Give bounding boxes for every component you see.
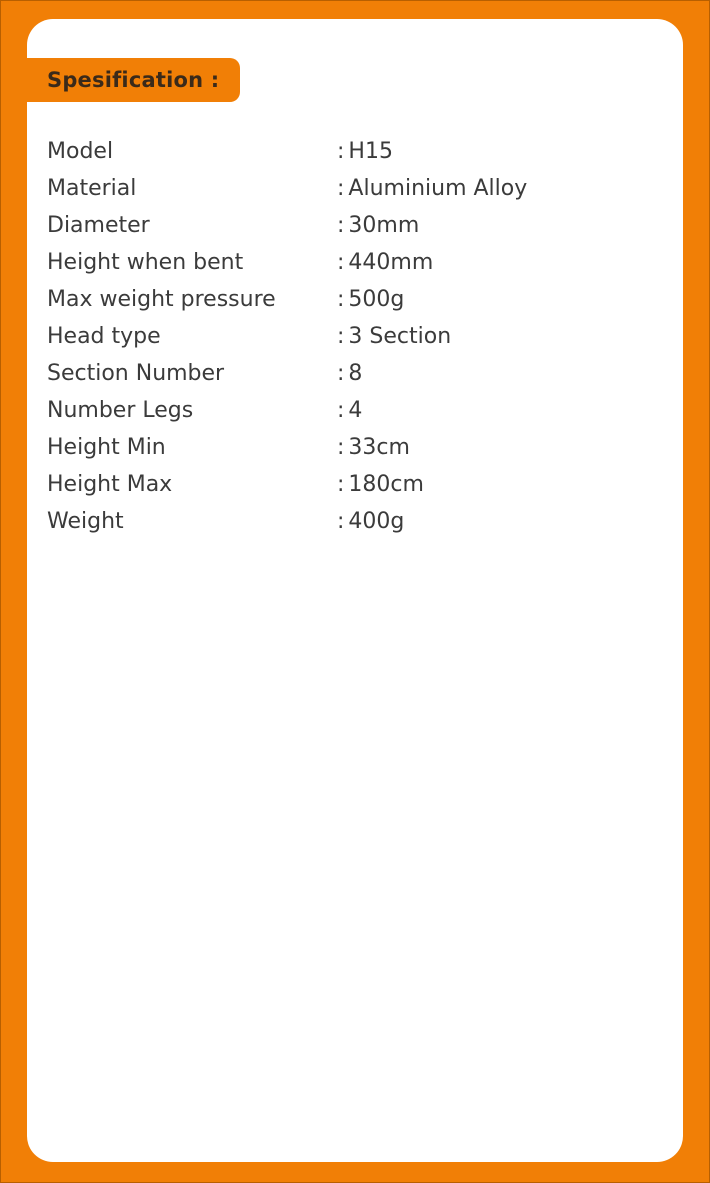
spec-value: Aluminium Alloy	[348, 176, 528, 201]
spec-separator: :	[337, 324, 345, 349]
spec-value: 400g	[348, 509, 405, 534]
spec-row-weight	[47, 503, 667, 540]
spec-separator: :	[337, 287, 345, 312]
spec-value: 33cm	[348, 435, 410, 460]
spec-value: 3 Section	[348, 324, 452, 349]
spec-separator: :	[337, 472, 345, 497]
spec-row-section-number	[47, 355, 667, 392]
spec-row-head-type	[47, 318, 667, 355]
spec-header-title: Spesification :	[47, 68, 220, 92]
spec-separator: :	[337, 139, 345, 164]
spec-row-height-when-bent	[47, 244, 667, 281]
spec-separator: :	[337, 509, 345, 534]
spec-value: 4	[348, 398, 363, 423]
spec-value: 180cm	[348, 472, 424, 497]
spec-label: Model	[47, 139, 114, 164]
spec-label: Weight	[47, 509, 124, 534]
spec-value: 440mm	[348, 250, 434, 275]
spec-label: Height Min	[47, 435, 166, 460]
spec-label: Material	[47, 176, 137, 201]
spec-value: 8	[348, 361, 363, 386]
spec-label: Number Legs	[47, 398, 194, 423]
spec-row-height-max	[47, 466, 667, 503]
spec-row-material	[47, 170, 667, 207]
spec-separator: :	[337, 398, 345, 423]
spec-label: Height when bent	[47, 250, 244, 275]
spec-row-diameter	[47, 207, 667, 244]
spec-label: Diameter	[47, 213, 150, 238]
spec-separator: :	[337, 250, 345, 275]
spec-separator: :	[337, 435, 345, 460]
spec-row-number-legs	[47, 392, 667, 429]
spec-label: Section Number	[47, 361, 225, 386]
spec-separator: :	[337, 361, 345, 386]
spec-value: H15	[348, 139, 393, 164]
spec-value: 500g	[348, 287, 405, 312]
spec-row-max-weight-pressure	[47, 281, 667, 318]
spec-list	[47, 133, 667, 540]
spec-separator: :	[337, 213, 345, 238]
spec-header-tab	[27, 58, 240, 102]
spec-label: Max weight pressure	[47, 287, 276, 312]
spec-row-model	[47, 133, 667, 170]
spec-label: Head type	[47, 324, 161, 349]
spec-row-height-min	[47, 429, 667, 466]
spec-value: 30mm	[348, 213, 420, 238]
spec-separator: :	[337, 176, 345, 201]
spec-label: Height Max	[47, 472, 173, 497]
